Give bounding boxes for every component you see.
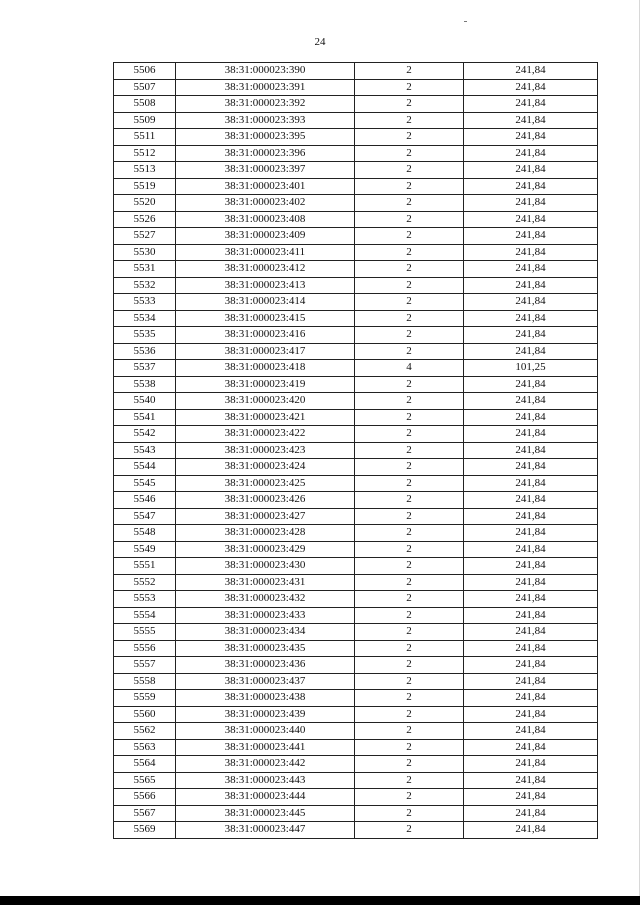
quantity-cell: 2: [355, 772, 464, 789]
quantity-cell: 2: [355, 673, 464, 690]
cadastral-number-cell: 38:31:000023:431: [176, 574, 355, 591]
row-number-cell: 5547: [114, 508, 176, 525]
quantity-cell: 2: [355, 79, 464, 96]
quantity-cell: 2: [355, 805, 464, 822]
table-row: [114, 772, 598, 789]
table-row: [114, 756, 598, 773]
quantity-cell: 2: [355, 178, 464, 195]
quantity-cell: 2: [355, 640, 464, 657]
area-cell: 241,84: [464, 772, 598, 789]
cadastral-number-cell: 38:31:000023:418: [176, 360, 355, 377]
row-number-cell: 5565: [114, 772, 176, 789]
area-cell: 241,84: [464, 294, 598, 311]
quantity-cell: 4: [355, 360, 464, 377]
table-row: [114, 805, 598, 822]
row-number-cell: 5542: [114, 426, 176, 443]
row-number-cell: 5562: [114, 723, 176, 740]
area-cell: 241,84: [464, 393, 598, 410]
quantity-cell: 2: [355, 690, 464, 707]
quantity-cell: 2: [355, 624, 464, 641]
row-number-cell: 5560: [114, 706, 176, 723]
table-row: [114, 162, 598, 179]
cadastral-number-cell: 38:31:000023:428: [176, 525, 355, 542]
cadastral-number-cell: 38:31:000023:392: [176, 96, 355, 113]
table-row: [114, 789, 598, 806]
scan-speck: [464, 21, 467, 22]
quantity-cell: 2: [355, 558, 464, 575]
table-row: [114, 673, 598, 690]
cadastral-number-cell: 38:31:000023:441: [176, 739, 355, 756]
table-row: [114, 211, 598, 228]
row-number-cell: 5563: [114, 739, 176, 756]
area-cell: 241,84: [464, 96, 598, 113]
table-row: [114, 574, 598, 591]
row-number-cell: 5552: [114, 574, 176, 591]
cadastral-number-cell: 38:31:000023:423: [176, 442, 355, 459]
table-row: [114, 508, 598, 525]
table-row: [114, 112, 598, 129]
table-row: [114, 195, 598, 212]
row-number-cell: 5538: [114, 376, 176, 393]
cadastral-number-cell: 38:31:000023:393: [176, 112, 355, 129]
cadastral-number-cell: 38:31:000023:421: [176, 409, 355, 426]
table-row: [114, 129, 598, 146]
cadastral-number-cell: 38:31:000023:440: [176, 723, 355, 740]
area-cell: 241,84: [464, 657, 598, 674]
table-row: [114, 426, 598, 443]
cadastral-number-cell: 38:31:000023:397: [176, 162, 355, 179]
table-row: [114, 657, 598, 674]
row-number-cell: 5537: [114, 360, 176, 377]
cadastral-number-cell: 38:31:000023:390: [176, 63, 355, 80]
table-row: [114, 492, 598, 509]
quantity-cell: 2: [355, 442, 464, 459]
table-row: [114, 607, 598, 624]
cadastral-number-cell: 38:31:000023:434: [176, 624, 355, 641]
cadastral-number-cell: 38:31:000023:443: [176, 772, 355, 789]
table-row: [114, 343, 598, 360]
row-number-cell: 5545: [114, 475, 176, 492]
quantity-cell: 2: [355, 327, 464, 344]
area-cell: 241,84: [464, 63, 598, 80]
row-number-cell: 5532: [114, 277, 176, 294]
cadastral-number-cell: 38:31:000023:444: [176, 789, 355, 806]
quantity-cell: 2: [355, 525, 464, 542]
area-cell: 241,84: [464, 541, 598, 558]
cadastral-number-cell: 38:31:000023:426: [176, 492, 355, 509]
table-row: [114, 591, 598, 608]
table-row: [114, 475, 598, 492]
row-number-cell: 5526: [114, 211, 176, 228]
table-row: [114, 145, 598, 162]
area-cell: 241,84: [464, 607, 598, 624]
quantity-cell: 2: [355, 129, 464, 146]
area-cell: 241,84: [464, 112, 598, 129]
row-number-cell: 5553: [114, 591, 176, 608]
cadastral-number-cell: 38:31:000023:422: [176, 426, 355, 443]
row-number-cell: 5546: [114, 492, 176, 509]
area-cell: 241,84: [464, 376, 598, 393]
row-number-cell: 5531: [114, 261, 176, 278]
row-number-cell: 5508: [114, 96, 176, 113]
cadastral-number-cell: 38:31:000023:413: [176, 277, 355, 294]
row-number-cell: 5549: [114, 541, 176, 558]
table-row: [114, 739, 598, 756]
cadastral-number-cell: 38:31:000023:442: [176, 756, 355, 773]
cadastral-number-cell: 38:31:000023:437: [176, 673, 355, 690]
cadastral-number-cell: 38:31:000023:417: [176, 343, 355, 360]
quantity-cell: 2: [355, 376, 464, 393]
area-cell: 241,84: [464, 690, 598, 707]
row-number-cell: 5506: [114, 63, 176, 80]
row-number-cell: 5527: [114, 228, 176, 245]
table-row: [114, 96, 598, 113]
area-cell: 241,84: [464, 591, 598, 608]
row-number-cell: 5511: [114, 129, 176, 146]
area-cell: 241,84: [464, 525, 598, 542]
area-cell: 241,84: [464, 805, 598, 822]
area-cell: 241,84: [464, 162, 598, 179]
table-row: [114, 294, 598, 311]
quantity-cell: 2: [355, 195, 464, 212]
area-cell: 101,25: [464, 360, 598, 377]
cadastral-number-cell: 38:31:000023:420: [176, 393, 355, 410]
quantity-cell: 2: [355, 822, 464, 839]
table-row: [114, 640, 598, 657]
row-number-cell: 5541: [114, 409, 176, 426]
area-cell: 241,84: [464, 277, 598, 294]
row-number-cell: 5548: [114, 525, 176, 542]
quantity-cell: 2: [355, 426, 464, 443]
quantity-cell: 2: [355, 162, 464, 179]
area-cell: 241,84: [464, 492, 598, 509]
quantity-cell: 2: [355, 310, 464, 327]
area-cell: 241,84: [464, 574, 598, 591]
area-cell: 241,84: [464, 706, 598, 723]
area-cell: 241,84: [464, 79, 598, 96]
area-cell: 241,84: [464, 558, 598, 575]
table-row: [114, 178, 598, 195]
cadastral-number-cell: 38:31:000023:447: [176, 822, 355, 839]
quantity-cell: 2: [355, 723, 464, 740]
cadastral-number-cell: 38:31:000023:414: [176, 294, 355, 311]
area-cell: 241,84: [464, 129, 598, 146]
quantity-cell: 2: [355, 492, 464, 509]
row-number-cell: 5540: [114, 393, 176, 410]
table-row: [114, 442, 598, 459]
quantity-cell: 2: [355, 789, 464, 806]
row-number-cell: 5557: [114, 657, 176, 674]
row-number-cell: 5569: [114, 822, 176, 839]
quantity-cell: 2: [355, 574, 464, 591]
quantity-cell: 2: [355, 261, 464, 278]
quantity-cell: 2: [355, 244, 464, 261]
area-cell: 241,84: [464, 310, 598, 327]
cadastral-number-cell: 38:31:000023:409: [176, 228, 355, 245]
row-number-cell: 5559: [114, 690, 176, 707]
table-row: [114, 228, 598, 245]
area-cell: 241,84: [464, 327, 598, 344]
scan-bottom-edge: [0, 896, 640, 905]
cadastral-number-cell: 38:31:000023:391: [176, 79, 355, 96]
cadastral-number-cell: 38:31:000023:425: [176, 475, 355, 492]
cadastral-number-cell: 38:31:000023:445: [176, 805, 355, 822]
area-cell: 241,84: [464, 195, 598, 212]
area-cell: 241,84: [464, 228, 598, 245]
table-row: [114, 409, 598, 426]
cadastral-number-cell: 38:31:000023:430: [176, 558, 355, 575]
table-row: [114, 822, 598, 839]
cadastral-number-cell: 38:31:000023:401: [176, 178, 355, 195]
area-cell: 241,84: [464, 145, 598, 162]
area-cell: 241,84: [464, 673, 598, 690]
row-number-cell: 5554: [114, 607, 176, 624]
row-number-cell: 5567: [114, 805, 176, 822]
quantity-cell: 2: [355, 409, 464, 426]
area-cell: 241,84: [464, 343, 598, 360]
area-cell: 241,84: [464, 822, 598, 839]
table-row: [114, 525, 598, 542]
parcel-table: [113, 62, 598, 839]
cadastral-number-cell: 38:31:000023:396: [176, 145, 355, 162]
row-number-cell: 5535: [114, 327, 176, 344]
row-number-cell: 5512: [114, 145, 176, 162]
quantity-cell: 2: [355, 508, 464, 525]
table-row: [114, 393, 598, 410]
table-row: [114, 310, 598, 327]
quantity-cell: 2: [355, 211, 464, 228]
area-cell: 241,84: [464, 624, 598, 641]
area-cell: 241,84: [464, 756, 598, 773]
quantity-cell: 2: [355, 541, 464, 558]
row-number-cell: 5536: [114, 343, 176, 360]
cadastral-number-cell: 38:31:000023:424: [176, 459, 355, 476]
table-row: [114, 459, 598, 476]
cadastral-number-cell: 38:31:000023:408: [176, 211, 355, 228]
area-cell: 241,84: [464, 409, 598, 426]
row-number-cell: 5513: [114, 162, 176, 179]
cadastral-number-cell: 38:31:000023:432: [176, 591, 355, 608]
table-row: [114, 63, 598, 80]
cadastral-number-cell: 38:31:000023:402: [176, 195, 355, 212]
quantity-cell: 2: [355, 607, 464, 624]
cadastral-number-cell: 38:31:000023:419: [176, 376, 355, 393]
quantity-cell: 2: [355, 145, 464, 162]
area-cell: 241,84: [464, 426, 598, 443]
area-cell: 241,84: [464, 178, 598, 195]
row-number-cell: 5534: [114, 310, 176, 327]
quantity-cell: 2: [355, 112, 464, 129]
quantity-cell: 2: [355, 294, 464, 311]
table-row: [114, 706, 598, 723]
quantity-cell: 2: [355, 228, 464, 245]
page-number: 24: [314, 36, 326, 48]
quantity-cell: 2: [355, 393, 464, 410]
row-number-cell: 5507: [114, 79, 176, 96]
row-number-cell: 5520: [114, 195, 176, 212]
cadastral-number-cell: 38:31:000023:439: [176, 706, 355, 723]
row-number-cell: 5556: [114, 640, 176, 657]
cadastral-number-cell: 38:31:000023:427: [176, 508, 355, 525]
area-cell: 241,84: [464, 442, 598, 459]
cadastral-number-cell: 38:31:000023:415: [176, 310, 355, 327]
row-number-cell: 5564: [114, 756, 176, 773]
table-row: [114, 723, 598, 740]
table-row: [114, 360, 598, 377]
row-number-cell: 5555: [114, 624, 176, 641]
row-number-cell: 5566: [114, 789, 176, 806]
quantity-cell: 2: [355, 459, 464, 476]
area-cell: 241,84: [464, 211, 598, 228]
row-number-cell: 5543: [114, 442, 176, 459]
table-row: [114, 376, 598, 393]
cadastral-number-cell: 38:31:000023:411: [176, 244, 355, 261]
cadastral-number-cell: 38:31:000023:435: [176, 640, 355, 657]
table-row: [114, 244, 598, 261]
table-row: [114, 558, 598, 575]
table-row: [114, 79, 598, 96]
row-number-cell: 5533: [114, 294, 176, 311]
row-number-cell: 5519: [114, 178, 176, 195]
row-number-cell: 5530: [114, 244, 176, 261]
area-cell: 241,84: [464, 789, 598, 806]
row-number-cell: 5551: [114, 558, 176, 575]
table-row: [114, 541, 598, 558]
area-cell: 241,84: [464, 723, 598, 740]
area-cell: 241,84: [464, 475, 598, 492]
quantity-cell: 2: [355, 343, 464, 360]
area-cell: 241,84: [464, 508, 598, 525]
cadastral-number-cell: 38:31:000023:433: [176, 607, 355, 624]
area-cell: 241,84: [464, 261, 598, 278]
table-row: [114, 261, 598, 278]
cadastral-number-cell: 38:31:000023:429: [176, 541, 355, 558]
quantity-cell: 2: [355, 277, 464, 294]
row-number-cell: 5544: [114, 459, 176, 476]
cadastral-number-cell: 38:31:000023:395: [176, 129, 355, 146]
area-cell: 241,84: [464, 459, 598, 476]
table-row: [114, 327, 598, 344]
area-cell: 241,84: [464, 739, 598, 756]
area-cell: 241,84: [464, 640, 598, 657]
quantity-cell: 2: [355, 706, 464, 723]
row-number-cell: 5558: [114, 673, 176, 690]
row-number-cell: 5509: [114, 112, 176, 129]
parcel-table-body: [114, 63, 598, 839]
quantity-cell: 2: [355, 657, 464, 674]
quantity-cell: 2: [355, 591, 464, 608]
quantity-cell: 2: [355, 739, 464, 756]
quantity-cell: 2: [355, 475, 464, 492]
table-row: [114, 624, 598, 641]
table-row: [114, 690, 598, 707]
area-cell: 241,84: [464, 244, 598, 261]
quantity-cell: 2: [355, 756, 464, 773]
cadastral-number-cell: 38:31:000023:416: [176, 327, 355, 344]
quantity-cell: 2: [355, 63, 464, 80]
cadastral-number-cell: 38:31:000023:436: [176, 657, 355, 674]
table-row: [114, 277, 598, 294]
cadastral-number-cell: 38:31:000023:438: [176, 690, 355, 707]
cadastral-number-cell: 38:31:000023:412: [176, 261, 355, 278]
quantity-cell: 2: [355, 96, 464, 113]
